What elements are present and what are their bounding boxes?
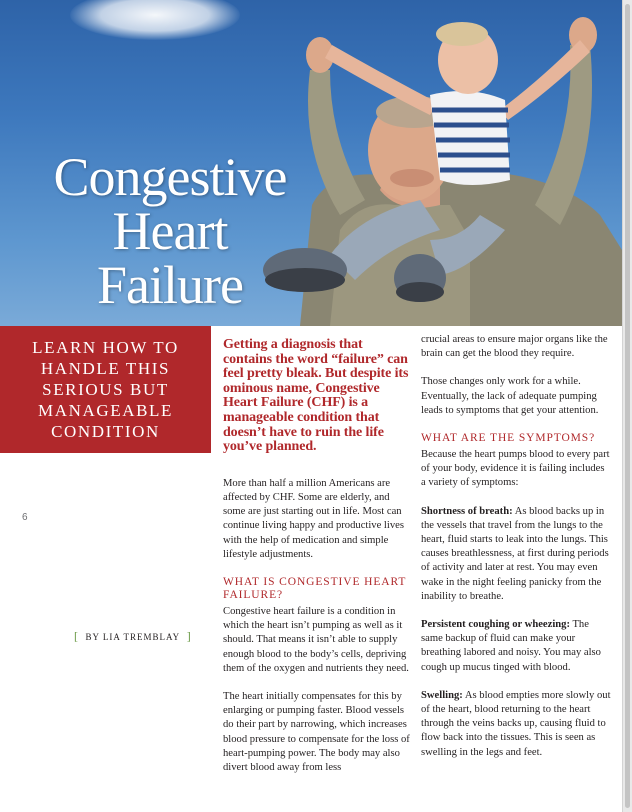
vertical-scrollbar[interactable] <box>622 0 632 812</box>
symptom-paragraph <box>421 618 611 675</box>
symptom-text: As blood backs up in the vessels that travel from the lungs to the heart, fluid starts to leak into the lungs. This causes breathlessness, at first during periods of activity and later at rest. You may even wake in the night feeling panicky from the inability to breathe. <box>421 505 609 602</box>
lede: Getting a diagnosis that contains the word “failure” can feel pretty bleak. But despite its ominous name, Congestive Heart Failure (CHF) is a manageable condition that doesn’t have to ruin the life you’ve planned. <box>223 337 409 455</box>
byline-bracket-open: [ <box>74 629 79 643</box>
symptom-text: As blood empties more slowly out of the heart, blood returning to the heart through the veins backs up, causing fluid to flow back into the tissues. This is seen as swelling in the legs and feet. <box>421 689 611 758</box>
symptom-term: Persistent coughing or wheezing: <box>421 619 570 631</box>
paragraph: Congestive heart failure is a condition in which the heart isn’t pumping as well as it should. That means it isn’t able to supply enough blood to the body’s cells, depriving them of the oxygen and nutrients they need. <box>223 605 409 674</box>
symptom-paragraph <box>421 505 611 604</box>
title-line: Failure <box>97 255 243 315</box>
symptom-term: Shortness of breath: <box>421 505 513 517</box>
subtitle-box <box>0 326 211 453</box>
article-title <box>30 147 310 315</box>
symptom-text: The same backup of fluid can make your breathing labored and noisy. You may also cough up mucus tinged with blood. <box>421 619 601 673</box>
symptom-term: Swelling: <box>421 689 463 701</box>
byline-author: BY LIA TREMBLAY <box>85 632 181 642</box>
column-middle <box>223 338 413 775</box>
title-line: Congestive <box>53 147 287 207</box>
column-right <box>421 333 611 760</box>
article-subtitle: LEARN HOW TO HANDLE THIS SERIOUS BUT MANAGEABLE CONDITION <box>32 338 179 441</box>
page-number: 6 <box>22 512 28 523</box>
symptom-paragraph <box>421 689 611 760</box>
intro-paragraph: More than half a million Americans are affected by CHF. Some are elderly, and some are just starting out in life. Most can continue living happy and productive lives with the help of medication and simple lifestyle adjustments. <box>223 477 404 560</box>
byline <box>74 629 192 644</box>
paragraph: Because the heart pumps blood to every part of your body, evidence it is failing includes a variety of symptoms: <box>421 449 610 489</box>
scrollbar-thumb[interactable] <box>625 4 630 808</box>
byline-bracket-close: ] <box>186 629 192 643</box>
section-heading-what-is-chf: WHAT IS CONGESTIVE HEART FAILURE? <box>223 575 407 601</box>
paragraph: Those changes only work for a while. Eventually, the lack of adequate pumping leads to symptoms that get your attention. <box>421 376 599 416</box>
title-line: Heart <box>112 201 228 261</box>
paragraph: The heart initially compensates for this by enlarging or pumping faster. Blood vessels do their part by narrowing, which increases blood pressure to compensate for the loss of heart-pumping power. The body may also divert blood away from less <box>223 690 410 773</box>
section-heading-symptoms: WHAT ARE THE SYMPTOMS? <box>421 432 596 445</box>
paragraph: crucial areas to ensure major organs like the brain can get the blood they require. <box>421 334 608 360</box>
hero-photo <box>0 0 622 326</box>
